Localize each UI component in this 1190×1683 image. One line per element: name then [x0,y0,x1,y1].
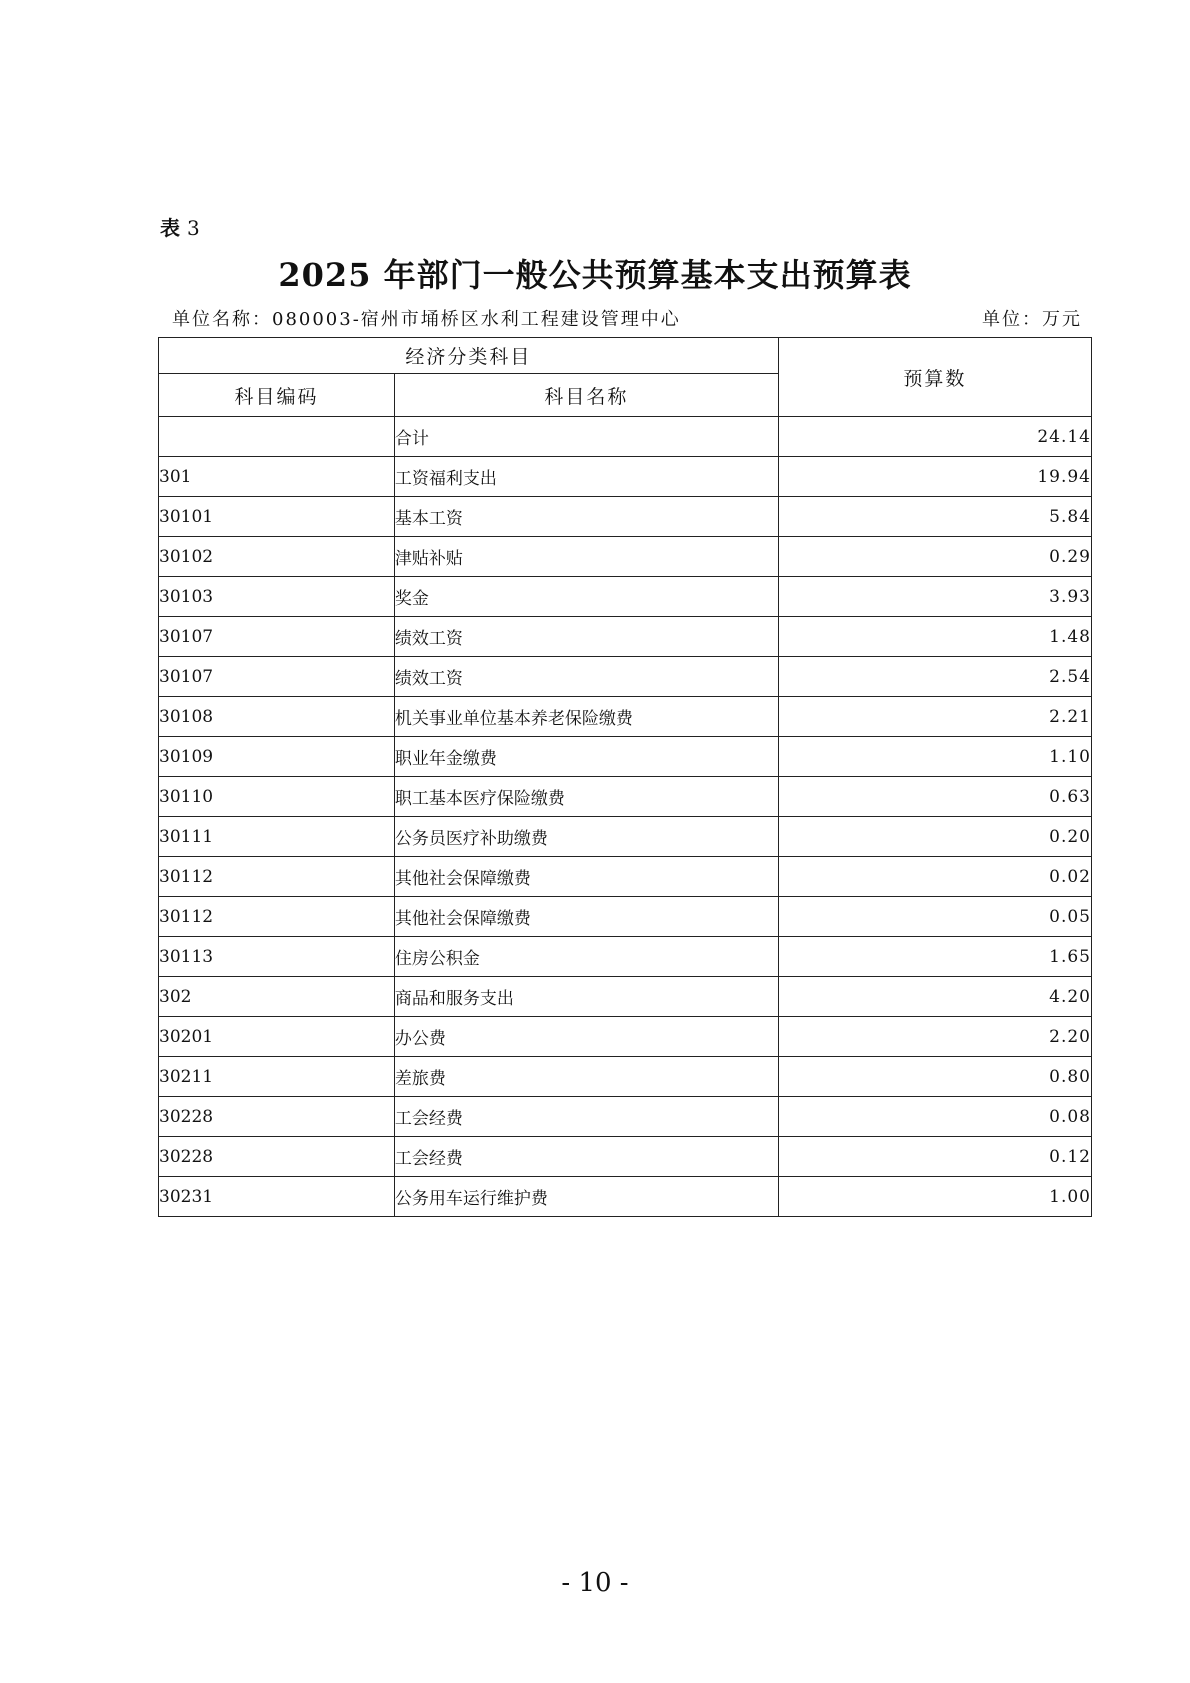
row-name: 公务用车运行维护费 [394,1177,778,1217]
row-name: 津贴补贴 [394,537,778,577]
row-amount: 0.80 [778,1057,1091,1097]
table-row [159,817,1092,857]
table-row [159,897,1092,937]
row-amount: 4.20 [778,977,1091,1017]
row-code: 30211 [159,1057,395,1097]
row-amount: 2.21 [778,697,1091,737]
row-name: 奖金 [394,577,778,617]
table-label-prefix: 表 [160,216,180,240]
row-amount: 1.48 [778,617,1091,657]
row-code: 30112 [159,857,395,897]
row-amount: 1.00 [778,1177,1091,1217]
table-row [159,777,1092,817]
row-amount: 0.08 [778,1097,1091,1137]
row-code: 30109 [159,737,395,777]
table-row [159,617,1092,657]
budget-table [158,337,1092,1217]
row-name: 绩效工资 [394,657,778,697]
group-header: 经济分类科目 [159,338,779,374]
row-amount: 0.02 [778,857,1091,897]
row-code: 30110 [159,777,395,817]
table-row [159,977,1092,1017]
organization-name: 单位名称：080003-宿州市埇桥区水利工程建设管理中心 [172,309,681,330]
row-amount: 1.10 [778,737,1091,777]
row-code: 30111 [159,817,395,857]
code-header: 科目编码 [159,374,395,417]
row-name: 办公费 [394,1017,778,1057]
row-name: 机关事业单位基本养老保险缴费 [394,697,778,737]
table-row [159,1017,1092,1057]
table-row [159,1057,1092,1097]
row-amount: 5.84 [778,497,1091,537]
row-code: 30113 [159,937,395,977]
table-row [159,697,1092,737]
row-code [159,417,395,457]
row-name: 工会经费 [394,1137,778,1177]
row-code: 30107 [159,657,395,697]
row-code: 30112 [159,897,395,937]
table-row [159,457,1092,497]
table-row [159,577,1092,617]
row-amount: 3.93 [778,577,1091,617]
table-row [159,737,1092,777]
row-amount: 0.29 [778,537,1091,577]
row-amount: 2.20 [778,1017,1091,1057]
row-name: 绩效工资 [394,617,778,657]
row-name: 工会经费 [394,1097,778,1137]
row-amount: 0.20 [778,817,1091,857]
row-code: 30108 [159,697,395,737]
row-amount: 24.14 [778,417,1091,457]
table-label [160,212,200,241]
table-row [159,417,1092,457]
row-code: 30101 [159,497,395,537]
row-amount: 19.94 [778,457,1091,497]
row-code: 30102 [159,537,395,577]
row-code: 302 [159,977,395,1017]
row-name: 合计 [394,417,778,457]
row-amount: 2.54 [778,657,1091,697]
row-name: 商品和服务支出 [394,977,778,1017]
table-label-number: 3 [186,216,200,240]
row-code: 30201 [159,1017,395,1057]
row-name: 公务员医疗补助缴费 [394,817,778,857]
meta-line [172,305,1082,331]
table-row [159,657,1092,697]
table-header-row [159,338,1092,374]
table-row [159,497,1092,537]
row-code: 30231 [159,1177,395,1217]
row-name: 基本工资 [394,497,778,537]
table-row [159,537,1092,577]
row-name: 职工基本医疗保险缴费 [394,777,778,817]
row-name: 住房公积金 [394,937,778,977]
row-name: 差旅费 [394,1057,778,1097]
page-number: - 10 - [561,1568,629,1598]
table-row [159,1137,1092,1177]
amount-header: 预算数 [778,338,1091,417]
row-name: 职业年金缴费 [394,737,778,777]
row-code: 30228 [159,1097,395,1137]
unit-label: 单位：万元 [982,309,1082,330]
row-amount: 0.63 [778,777,1091,817]
row-amount: 1.65 [778,937,1091,977]
table-row [159,1097,1092,1137]
name-header: 科目名称 [394,374,778,417]
table-row [159,937,1092,977]
table-row [159,1177,1092,1217]
row-code: 30228 [159,1137,395,1177]
table-row [159,857,1092,897]
row-code: 30107 [159,617,395,657]
row-amount: 0.12 [778,1137,1091,1177]
row-code: 30103 [159,577,395,617]
page-title: 2025 年部门一般公共预算基本支出预算表 [278,256,912,294]
row-amount: 0.05 [778,897,1091,937]
row-name: 其他社会保障缴费 [394,857,778,897]
row-code: 301 [159,457,395,497]
row-name: 其他社会保障缴费 [394,897,778,937]
row-name: 工资福利支出 [394,457,778,497]
